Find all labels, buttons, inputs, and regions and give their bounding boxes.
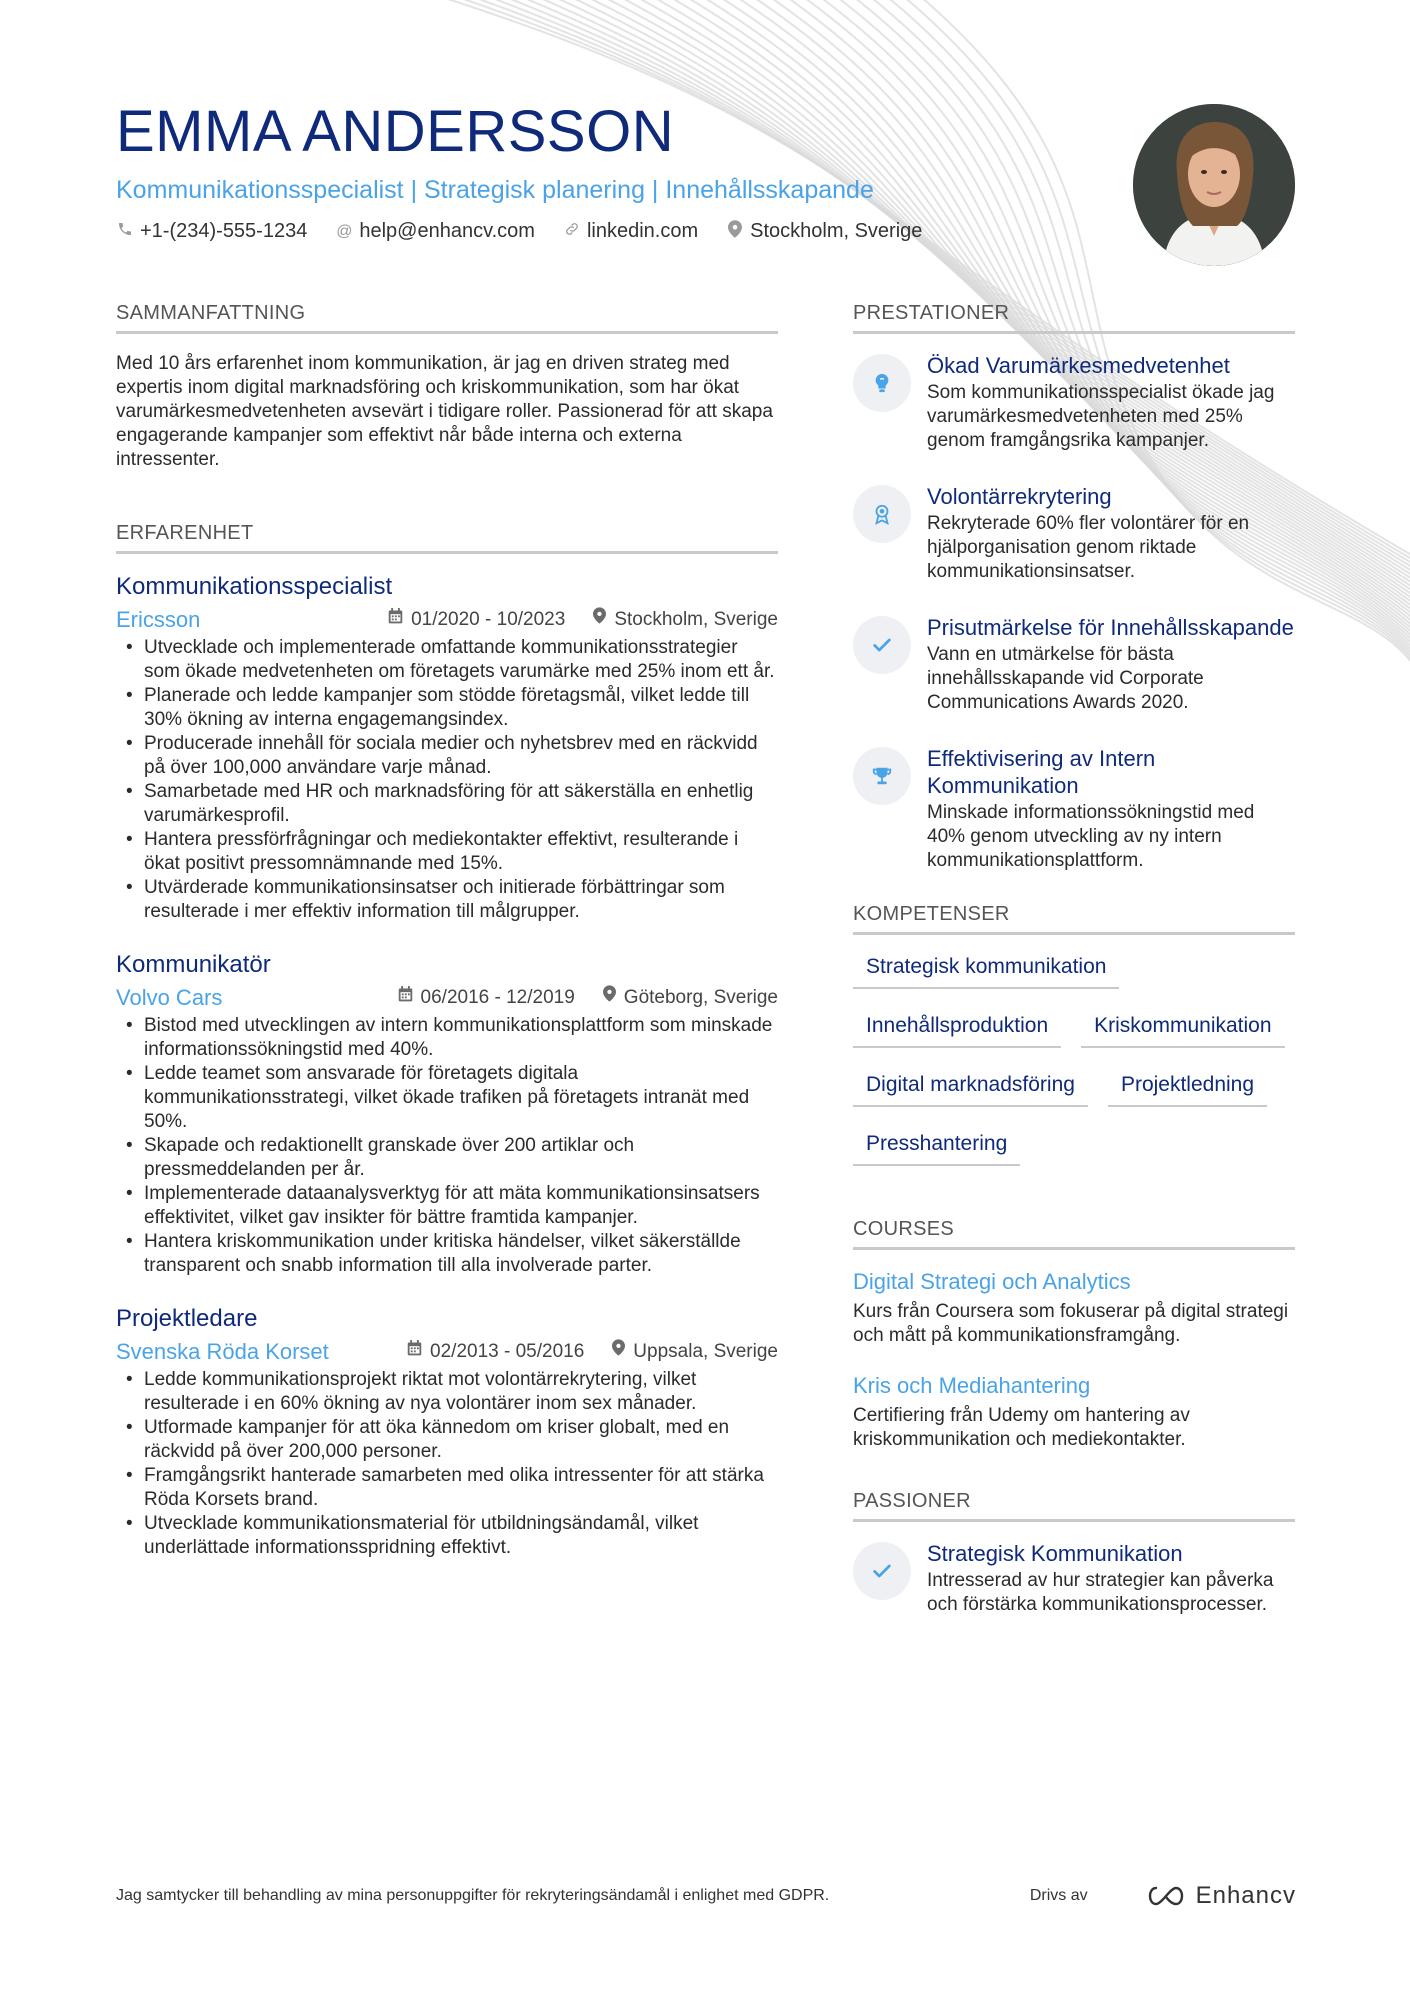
- job-dates-text: 01/2020 - 10/2023: [411, 609, 566, 630]
- achievement-title: Effektivisering av Intern Kommunikation: [927, 746, 1156, 798]
- job-dates: [398, 984, 575, 1012]
- courses-list: [853, 1268, 1295, 1452]
- achievement-body: [927, 614, 1295, 715]
- passion-description: Intresserad av hur strategier kan påverka och förstärka kommunikationsprocesser.: [927, 1570, 1274, 1615]
- job-dates: [388, 606, 565, 634]
- lightbulb-icon: [853, 354, 911, 412]
- company-name: Volvo Cars: [116, 985, 223, 1010]
- right-column: [853, 302, 1295, 1647]
- infinity-logo-icon: [1144, 1884, 1188, 1908]
- achievement-description: Vann en utmärkelse för bästa innehållsskapande vid Corporate Communications Awards 2020.: [927, 644, 1204, 713]
- left-column: [116, 302, 778, 1586]
- course-title: Digital Strategi och Analytics: [853, 1269, 1131, 1294]
- skill-tag: Digital marknadsföring: [853, 1071, 1088, 1107]
- job-location: [612, 1338, 778, 1366]
- job-location-text: Uppsala, Sverige: [633, 1341, 778, 1362]
- experience-entry: [116, 950, 778, 1278]
- courses-heading: COURSES: [853, 1218, 1295, 1250]
- achievement-body: [927, 745, 1295, 873]
- achievement-title: Ökad Varumärkesmedvetenhet: [927, 353, 1230, 378]
- achievement-body: [927, 483, 1295, 584]
- course-description: Kurs från Coursera som fokuserar på digital strategi och mått på kommunikationsframgång.: [853, 1301, 1289, 1346]
- job-bullet: • Planerade och ledde kampanjer som stödde företagsmål, vilket ledde till 30% ökning av interna engagemangsindex.: [116, 684, 778, 732]
- skill-tag: Innehållsproduktion: [853, 1012, 1061, 1048]
- achievement-description: Som kommunikationsspecialist ökade jag varumärkesmedvetenheten med 25% genom framgångsrika kampanjer.: [927, 382, 1275, 451]
- passion-body: [927, 1540, 1295, 1617]
- job-location-text: Göteborg, Sverige: [623, 987, 778, 1008]
- passion-title: Strategisk Kommunikation: [927, 1541, 1183, 1566]
- job-title: Projektledare: [116, 1305, 258, 1332]
- map-pin-icon: [726, 220, 744, 243]
- job-meta: [116, 606, 778, 634]
- course-title: Kris och Mediahantering: [853, 1373, 1091, 1398]
- achievement-item: [853, 483, 1295, 584]
- course-entry: [853, 1268, 1295, 1348]
- phone-icon: [116, 221, 134, 242]
- skills-list: [853, 953, 1295, 1166]
- footer: [116, 1882, 1296, 1910]
- at-sign-icon: @: [336, 222, 353, 240]
- passion-item: [853, 1540, 1295, 1617]
- job-bullet: • Ledde kommunikationsprojekt riktat mot volontärrekrytering, vilket resulterade i en 60% ökning av nya volontärer inom sex månader.: [116, 1368, 778, 1416]
- job-bullet: • Utvecklade kommunikationsmaterial för utbildningsändamål, vilket underlättade informationsspridning effektivt.: [116, 1512, 778, 1560]
- calendar-icon: [388, 606, 403, 634]
- job-location: [593, 606, 778, 634]
- job-meta: [116, 984, 778, 1012]
- linkedin-text: linkedin.com: [586, 220, 699, 242]
- contact-phone[interactable]: [116, 220, 307, 243]
- map-pin-icon: [593, 606, 606, 634]
- achievement-description: Minskade informationssökningstid med 40% genom utveckling av ny intern kommunikationsplattform.: [927, 802, 1255, 871]
- achievement-title: Volontärrekrytering: [927, 484, 1112, 509]
- achievement-body: [927, 352, 1295, 453]
- brand-logo[interactable]: [1144, 1882, 1296, 1910]
- achievements-heading: PRESTATIONER: [853, 302, 1295, 334]
- summary-heading: SAMMANFATTNING: [116, 302, 778, 334]
- calendar-icon: [398, 984, 413, 1012]
- achievement-item: [853, 614, 1295, 715]
- profile-photo: [1133, 104, 1295, 266]
- company-name: Svenska Röda Korset: [116, 1339, 329, 1364]
- course-description: Certifiering från Udemy om hantering av kriskommunikation och mediekontakter.: [853, 1405, 1190, 1450]
- email-text: help@enhancv.com: [359, 220, 535, 242]
- brand-name: Enhancv: [1195, 1882, 1296, 1909]
- achievement-item: [853, 745, 1295, 873]
- job-bullet: • Utvecklade och implementerade omfattande kommunikationsstrategier som ökade medvetenheten om företagets varumärke med 25% inom ett år.: [116, 636, 778, 684]
- candidate-name: EMMA ANDERSSON: [116, 99, 675, 164]
- job-bullet: • Utformade kampanjer för att öka kännedom om kriser globalt, med en räckvidd på över 200,000 personer.: [116, 1416, 778, 1464]
- job-bullet: • Skapade och redaktionellt granskade över 200 artiklar och pressmeddelanden per år.: [116, 1134, 778, 1182]
- job-dates-text: 02/2013 - 05/2016: [430, 1341, 585, 1362]
- summary-text: Med 10 års erfarenhet inom kommunikation, är jag en driven strateg med expertis inom digital marknadsföring och kriskommunikation, som har ökat varumärkesmedvetenheten avsevärt i tidigare roller. Passionerad för att skapa engagerande kampanjer som effektivt når både interna och externa intressenter.: [116, 353, 773, 470]
- achievement-title: Prisutmärkelse för Innehållsskapande: [927, 615, 1294, 640]
- course-entry: [853, 1372, 1295, 1452]
- contact-linkedin[interactable]: [563, 220, 698, 243]
- trophy-icon: [853, 747, 911, 805]
- location-text: Stockholm, Sverige: [750, 220, 923, 242]
- experience-entry: [116, 572, 778, 924]
- achievements-list: [853, 352, 1295, 873]
- map-pin-icon: [612, 1338, 625, 1366]
- checkmark-icon: [853, 616, 911, 674]
- experience-list: [116, 572, 778, 1560]
- job-bullet: • Hantera pressförfrågningar och mediekontakter effektivt, resulterande i ökat positivt pressomnämnande med 15%.: [116, 828, 778, 876]
- job-bullets: [116, 1368, 778, 1560]
- job-bullets: [116, 636, 778, 924]
- passions-list: [853, 1540, 1295, 1617]
- skill-tag: Presshantering: [853, 1130, 1020, 1166]
- job-bullet: • Samarbetade med HR och marknadsföring för att säkerställa en enhetlig varumärkesprofil.: [116, 780, 778, 828]
- job-bullet: • Utvärderade kommunikationsinsatser och initierade förbättringar som resulterade i mer effektiv information till målgrupper.: [116, 876, 778, 924]
- achievement-item: [853, 352, 1295, 453]
- job-bullet: • Hantera kriskommunikation under kritiska händelser, vilket säkerställde transparent och snabb information till alla involverade parter.: [116, 1230, 778, 1278]
- contact-email[interactable]: [335, 220, 535, 243]
- job-dates: [407, 1338, 584, 1366]
- job-title: Kommunikatör: [116, 951, 271, 978]
- skill-tag: Projektledning: [1108, 1071, 1267, 1107]
- job-bullet: • Implementerade dataanalysverktyg för att mäta kommunikationsinsatsers effektivitet, vilket gav insikter för bättre framtida kampanjer.: [116, 1182, 778, 1230]
- ribbon-award-icon: [853, 485, 911, 543]
- contact-location: [726, 220, 922, 243]
- skills-heading: KOMPETENSER: [853, 903, 1295, 935]
- phone-text: +1-(234)-555-1234: [140, 220, 308, 242]
- contact-bar: [116, 220, 1116, 243]
- calendar-icon: [407, 1338, 422, 1366]
- job-bullets: [116, 1014, 778, 1278]
- resume-header: [116, 100, 1116, 243]
- job-meta: [116, 1338, 778, 1366]
- skill-tag: Kriskommunikation: [1081, 1012, 1284, 1048]
- job-dates-text: 06/2016 - 12/2019: [420, 987, 575, 1008]
- job-bullet: • Producerade innehåll för sociala medier och nyhetsbrev med en räckvidd på över 100,000 användare varje månad.: [116, 732, 778, 780]
- company-name: Ericsson: [116, 607, 201, 632]
- job-bullet: • Bistod med utvecklingen av intern kommunikationsplattform som minskade informationssökningstid med 40%.: [116, 1014, 778, 1062]
- achievement-description: Rekryterade 60% fler volontärer för en hjälporganisation genom riktade kommunikationsinsatser.: [927, 513, 1250, 582]
- job-title: Kommunikationsspecialist: [116, 573, 393, 600]
- experience-heading: ERFARENHET: [116, 522, 778, 554]
- experience-entry: [116, 1304, 778, 1560]
- map-pin-icon: [603, 984, 616, 1012]
- job-location-text: Stockholm, Sverige: [614, 609, 778, 630]
- checkmark-icon: [853, 1542, 911, 1600]
- candidate-headline: Kommunikationsspecialist | Strategisk planering | Innehållsskapande: [116, 176, 874, 204]
- passions-heading: PASSIONER: [853, 1490, 1295, 1522]
- job-bullet: • Ledde teamet som ansvarade för företagets digitala kommunikationsstrategi, vilket ökade trafiken på företagets intranät med 50%.: [116, 1062, 778, 1134]
- job-location: [603, 984, 778, 1012]
- job-bullet: • Framgångsrikt hanterade samarbeten med olika intressenter för att stärka Röda Korsets brand.: [116, 1464, 778, 1512]
- gdpr-consent-text: Jag samtycker till behandling av mina personuppgifter för rekryteringsändamål i enlighet med GDPR.: [116, 1887, 830, 1904]
- link-icon: [563, 221, 581, 242]
- skill-tag: Strategisk kommunikation: [853, 953, 1119, 989]
- powered-by-label: Drivs av: [1029, 1887, 1088, 1904]
